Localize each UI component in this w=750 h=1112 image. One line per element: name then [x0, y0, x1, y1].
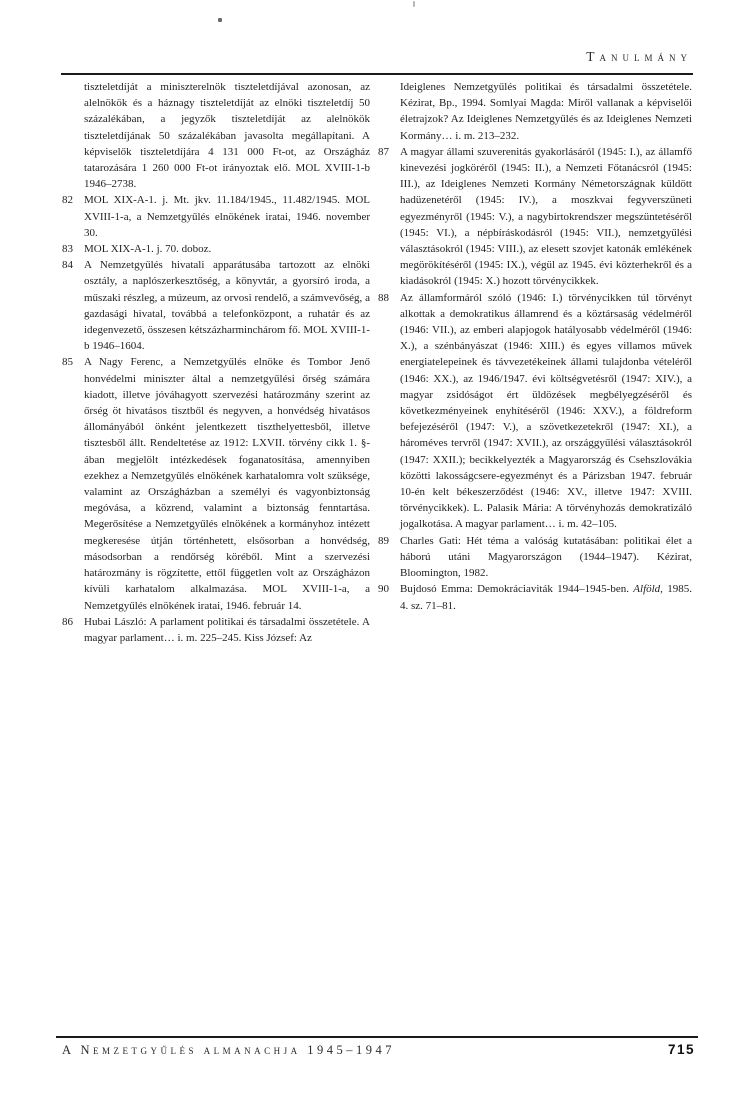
footer-rule — [56, 1036, 698, 1038]
left-column — [62, 79, 370, 646]
note-number: 87 — [378, 145, 389, 158]
note-number: 88 — [378, 291, 389, 304]
scan-speck — [413, 1, 415, 7]
note-text: A Nagy Ferenc, a Nemzetgyűlés elnöke és Tombor Jenő honvédelmi miniszter által a nemzetgyűlési őrség számára kiadott, illetve jóváhagyott szervezési határozmány szerint az őrség öt hivatásos tisztből és negyven, a honvédség hivatásos állományából önként jelentkezett tiszthelyettesből, illetve tisztesből állt. Rendeltetése az 1912: LXVII. törvény cikk 1. §-ában megjelölt intézkedések foganatosítása, amennyiben ezekhez a Nemzetgyűlés elnökének karhatalomra volt szüksége, valamint az Országházban a személyi és vagyonbiztonság megóvása, a közrend, valamint a biztonság fenntartása. Megerősítése a Nemzetgyűlés elnökének a kormányhoz intézett megkeresése útján történhetett, elsősorban a honvédség, másodsorban a rendőrség köréből. Mint a szervezési határozmány is rögzítette, ettől független volt az Országházon kívüli karhatalom alkalmazása. MOL XVIII-1-a, a Nemzetgyűlés elnökének iratai, 1946. február 14. — [84, 356, 370, 612]
note-text — [400, 583, 692, 611]
note-text: Charles Gati: Hét téma a valóság kutatásában: politikai élet a háború utáni Magyarországon (1944–1947). Kézirat, Bloomington, 1982. — [400, 534, 692, 580]
note-text: Hubai László: A parlament politikai és társadalmi összetétele. A magyar parlament… i. m. 225–245. Kiss József: Az — [84, 615, 370, 644]
note-number: 85 — [62, 356, 73, 369]
right-column — [378, 79, 692, 646]
note-text: A Nemzetgyűlés hivatali apparátusába tartozott az elnöki osztály, a naplószerkesztőség, a könyvtár, a gyorsíró iroda, a műszaki részleg, a múzeum, az orvosi rendelő, a számvevőség, a gazdasági hivatal, továbbá a telefonközpont, a ruhatár és az idegenvezető, összesen kétszázharminchárom fő. MOL XVIII-1-b 1946–1604. — [84, 259, 370, 353]
note-number: 84 — [62, 259, 73, 272]
note-number: 90 — [378, 583, 389, 596]
endnote-87 — [378, 144, 692, 290]
note-text: Az államformáról szóló (1946: I.) törvénycikken túl törvényt alkottak a demokratikus államrend és a köztársaság védelméről (1946: VII.), az emberi alapjogok hatályosabb védelméről (1946: X.), a szénbányászat (1946: XIII.) és egyes villamos művek energiatelepeinek és távvezetékeinek állami tulajdonba vételéről (1946: XX.), az 1946/1947. évi költségvetésről (1947: XIV.), a magyar zsidóságot ért üldözések megbélyegzéséről és következményeinek enyhítéséről (1946: XXV.), a földreform befejezéséről (1947: V.), a szövetkezetekről (1947: XI.), a hároméves tervről (1947: XVII.), az országgyűlési választásokról (1947: XXII.); becikkelyezték a Magyarország és Csehszlovákia közötti lakosságcsere-egyezményt és a Párizsban 1947. február 10-én kelt békeszerződést (1946: XV., illetve 1947: XVIII. törvénycikkek). L. Palasik Mária: A törvényhozás demokratizáló jogalkotása. A magyar parlament… i. m. 42–105. — [400, 291, 692, 531]
note-number: 82 — [62, 194, 73, 207]
note-text: A magyar állami szuverenitás gyakorlásáról (1945: I.), az államfő kinevezési jogköréről (1945: II.), a Nemzeti Főtanácsról (1945: III.), az Ideiglenes Nemzeti Kormány Németországnak küldött hadüzenetéről (1945: IV.), a moszkvai fegyverszüneti egyezményről (1945: V.), a nagybirtokrendszer megszüntetéséről (1945: VI.), a népbíráskodásról (1945: VII.), nemzetgyűlési választásokról (1945: VIII.), az elesett szovjet katonák emlékének megörökítéséről (1945: IX.), végül az 1945. évi közterhekről és a kiadásokról (1945: X.) hozott törvénycikkek. — [400, 145, 692, 288]
continuation-paragraph: Ideiglenes Nemzetgyűlés politikai és társadalmi összetétele. Kézirat, Bp., 1994. Somlyai Magda: Miről vallanak a képviselői életrajzok? Az Ideiglenes Nemzetgyűlés és az Ideiglenes Nemzeti Kormány… i. m. 213–232. — [400, 81, 692, 142]
running-header: Tanulmány — [586, 49, 692, 64]
endnote-83 — [62, 241, 370, 257]
endnote-84 — [62, 257, 370, 354]
continuation-paragraph: tiszteletdíját a miniszterelnök tiszteletdíjával azonosan, az alelnökök és a háznagy tiszteletdíját az elnöki tiszteletdíj 50 százalékában, a jegyzők tiszteletdíját az alelnökök tiszteletdíjának 50 százalékában javasolta megállapítani. A képviselők tiszteletdíjára 4 131 000 Ft-ot, az Országház tatarozására 1 260 000 Ft-ot irányoztak elő. MOL XVIII-1-b 1946–2738. — [84, 81, 370, 191]
page-footer — [62, 1042, 695, 1058]
endnote-88 — [378, 290, 692, 533]
note-number: 89 — [378, 534, 389, 547]
note-text-end: 1985. 4. sz. 71–81. — [400, 583, 693, 612]
footer-page-number: 715 — [667, 1042, 695, 1057]
note-text: MOL XIX-A-1. j. 70. doboz. — [84, 243, 212, 256]
note-text-start: Bujdosó Emma: Demokráciaviták 1944–1945-ben. — [400, 583, 634, 596]
endnote-90 — [378, 581, 692, 613]
endnote-82 — [62, 192, 370, 241]
note-number: 86 — [62, 615, 73, 628]
endnote-85 — [62, 354, 370, 613]
endnote-86 — [62, 614, 370, 646]
journal-title-italic: Alföld, — [633, 583, 663, 596]
scan-speck — [218, 18, 222, 22]
footer-book-title: A Nemzetgyűlés almanachja 1945–1947 — [62, 1043, 395, 1057]
header-rule — [61, 73, 693, 75]
endnote-89 — [378, 533, 692, 582]
notes-section — [62, 79, 692, 646]
note-number: 83 — [62, 243, 73, 256]
note-text: MOL XIX-A-1. j. Mt. jkv. 11.184/1945., 11.482/1945. MOL XVIII-1-a, a Nemzetgyűlés elnökének iratai, 1946. november 30. — [84, 194, 370, 239]
